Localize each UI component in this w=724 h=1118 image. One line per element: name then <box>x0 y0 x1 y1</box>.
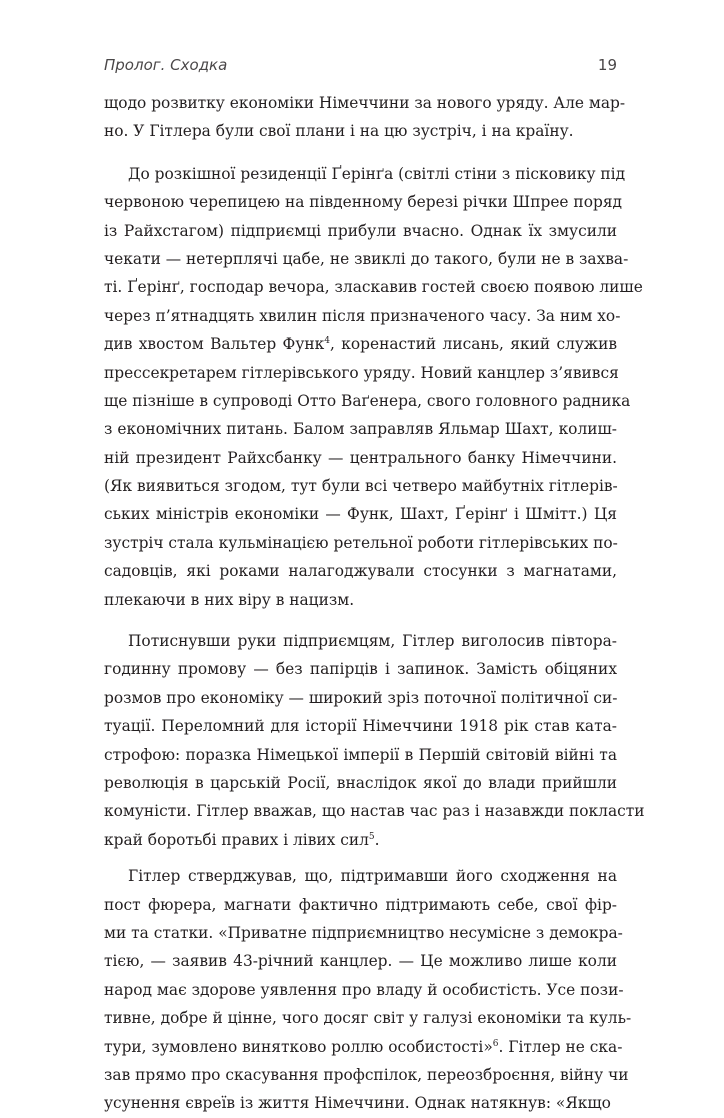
line-text: див хвостом Вальтер Функ <box>104 335 325 354</box>
footnote-marker: 5 <box>368 831 375 842</box>
line-text-tail: , коренастий лисань, який служив <box>330 335 617 354</box>
text-line <box>104 826 617 854</box>
text-line <box>104 976 624 1004</box>
line-text: прессекретарем гітлерівського уряду. Новий канцлер з’явився <box>104 363 619 382</box>
line-text: годинну промову — без папірців і запинок. Замість обіцяних <box>104 660 617 679</box>
line-text: ми та статки. «Приватне підприємництво несумісне з демокра- <box>104 923 623 942</box>
text-line <box>104 769 617 797</box>
text-line <box>104 500 617 528</box>
line-text: туації. Переломний для історії Німеччини 1918 рік став ката- <box>104 717 617 736</box>
line-text: тури, зумовлено винятково роллю особистості» <box>104 1037 493 1056</box>
text-line <box>104 586 617 614</box>
text-line <box>104 217 617 245</box>
text-line <box>104 387 631 415</box>
text-line <box>104 557 617 585</box>
text-line <box>104 359 617 387</box>
line-text: садовців, які роками налагоджували стосунки з магнатами, <box>104 562 617 581</box>
line-text: край боротьбі правих і лівих сил <box>104 830 369 849</box>
line-text: (Як виявиться згодом, тут були всі четверо майбутніх гітлерів- <box>104 477 618 496</box>
running-title: Пролог. Сходка <box>104 56 228 74</box>
text-line <box>104 1004 632 1032</box>
line-text: ще пізніше в супроводі Отто Ваґенера, свого головного радника <box>104 391 631 410</box>
text-line <box>104 891 617 919</box>
text-line <box>104 117 617 145</box>
paragraph <box>104 160 643 614</box>
line-text: комуністи. Гітлер вважав, що настав час раз і назавжди покласти <box>104 802 645 821</box>
text-line <box>104 330 617 358</box>
paragraph <box>104 862 632 1118</box>
line-text: чекати — нетерплячі цабе, не звиклі до такого, були не в захва- <box>104 249 629 268</box>
line-text: зустріч стала кульмінацією ретельної роботи гітлерівських по- <box>104 533 618 552</box>
text-line <box>104 862 617 890</box>
text-line <box>104 797 645 825</box>
text-line <box>104 273 643 301</box>
line-text: тією, — заявив 43-річний канцлер. — Це можливо лише коли <box>104 952 617 971</box>
text-line <box>104 444 617 472</box>
line-text: революція в царській Росії, внаслідок якої до влади прийшли <box>104 773 617 792</box>
text-line <box>104 1061 629 1089</box>
text-line <box>104 655 617 683</box>
line-text: щодо розвитку економіки Німеччини за нового уряду. Але мар- <box>104 94 626 112</box>
line-text: із Райхстагом) підприємці прибули вчасно. Однак їх змусили <box>104 221 617 240</box>
line-text: усунення євреїв із життя Німеччини. Однак натякнув: «Якщо <box>104 1094 611 1113</box>
footnote-marker: 6 <box>492 1038 499 1049</box>
text-line <box>104 245 629 273</box>
line-text: з економічних питань. Балом заправляв Яльмар Шахт, колиш- <box>104 420 617 439</box>
line-text: Гітлер стверджував, що, підтримавши його сходження на <box>128 867 617 886</box>
paragraph <box>104 89 626 146</box>
line-text: ній президент Райхсбанку — центрального банку Німеччини. <box>104 448 617 467</box>
line-text: розмов про економіку — широкий зріз поточної політичної си- <box>104 688 618 707</box>
text-line <box>104 1033 623 1061</box>
body-text <box>104 89 645 1118</box>
line-text: но. У Гітлера були свої плани і на цю зустріч, і на країну. <box>104 122 574 141</box>
paragraph <box>104 627 645 854</box>
running-header <box>104 56 617 80</box>
line-text: зав прямо про скасування профспілок, переозброєння, війну чи <box>104 1065 629 1084</box>
line-text: ських міністрів економіки — Функ, Шахт, Ґерінґ і Шмітт.) Ця <box>104 505 617 524</box>
line-text: ті. Ґерінґ, господар вечора, зласкавив гостей своєю появою лише <box>104 278 643 297</box>
text-line <box>104 684 617 712</box>
text-line <box>104 627 617 655</box>
text-line <box>104 302 621 330</box>
text-line <box>104 741 617 769</box>
text-line <box>104 160 626 188</box>
text-line <box>104 919 623 947</box>
line-text: плекаючи в них віру в нацизм. <box>104 590 355 609</box>
text-line <box>104 529 617 557</box>
footnote-marker: 4 <box>324 336 331 346</box>
line-text-tail: . <box>374 830 380 849</box>
line-text: народ має здорове уявлення про владу й особистість. Усе пози- <box>104 980 624 999</box>
text-line <box>104 415 617 443</box>
line-text: червоною черепицею на південному березі річки Шпрее поряд <box>104 193 622 212</box>
text-line <box>104 1089 617 1117</box>
text-line <box>104 472 617 500</box>
line-text: строфою: поразка Німецької імперії в Першій світовій війні та <box>104 745 617 764</box>
line-text: тивне, добре й цінне, чого досяг світ у галузі економіки та куль- <box>104 1009 632 1028</box>
line-text: Потиснувши руки підприємцям, Гітлер виголосив півтора- <box>128 632 617 651</box>
line-text: До розкішної резиденції Ґерінґа (світлі стіни з пісковику під <box>128 164 626 183</box>
text-line <box>104 712 617 740</box>
text-line <box>104 188 622 216</box>
text-line <box>104 89 626 117</box>
line-text: через п’ятнадцять хвилин після призначеного часу. За ним хо- <box>104 306 621 325</box>
line-text-tail: . Гітлер не ска- <box>498 1037 623 1056</box>
page-number: 19 <box>597 56 617 74</box>
line-text: пост фюрера, магнати фактично підтримають себе, свої фір- <box>104 895 617 914</box>
text-line <box>104 947 617 975</box>
